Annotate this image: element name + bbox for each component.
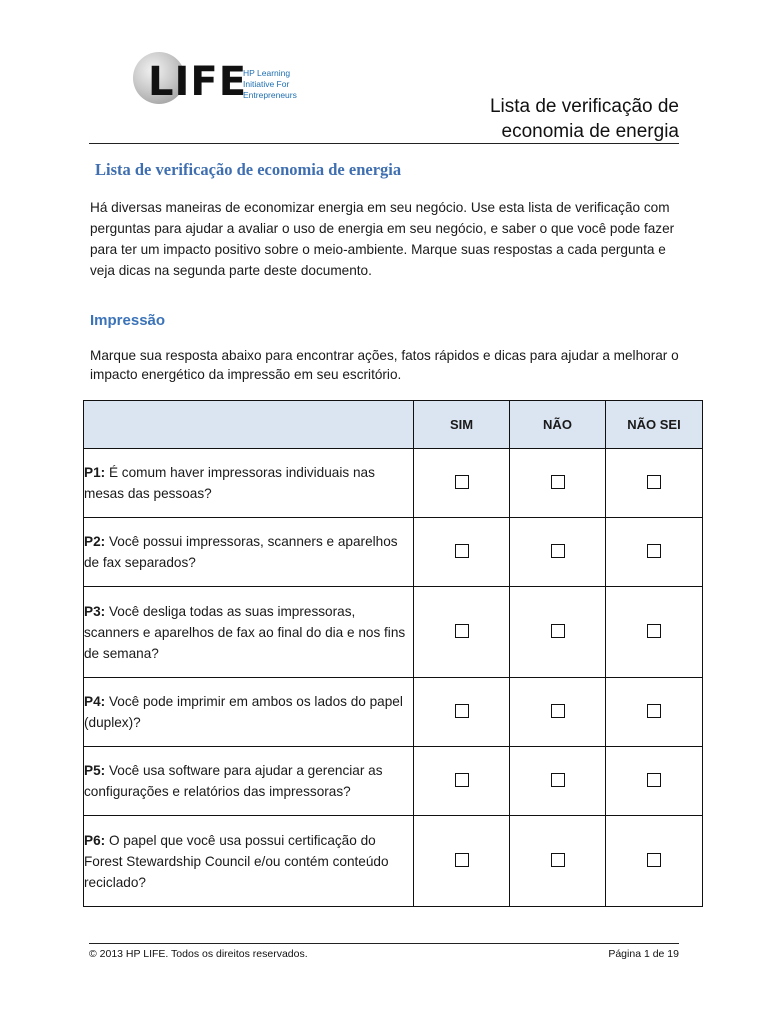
question-p3 xyxy=(84,587,414,678)
question-text: Você possui impressoras, scanners e aparelhos de fax separados? xyxy=(84,534,398,570)
table-row-p2 xyxy=(84,518,703,587)
section-title-impressao: Impressão xyxy=(90,312,166,329)
checklist-table xyxy=(83,400,703,907)
question-p4 xyxy=(84,678,414,747)
checkbox-p2-nao-sei[interactable] xyxy=(647,544,661,558)
question-p2 xyxy=(84,518,414,587)
question-text: Você pode imprimir em ambos os lados do papel (duplex)? xyxy=(84,694,403,730)
question-label: P6: xyxy=(84,832,106,848)
checkbox-p3-nao-sei[interactable] xyxy=(647,624,661,638)
checkbox-p1-nao[interactable] xyxy=(551,475,565,489)
intro-paragraph: Há diversas maneiras de economizar energia em seu negócio. Use esta lista de verificação com perguntas para ajudar a avaliar o uso de energia em seu negócio, e saber o que você pode fazer para ter um impacto positivo sobre o meio-ambiente. Marque suas respostas a cada pergunta e veja dicas na segunda parte deste documento. xyxy=(90,200,675,278)
column-header-nao: NÃO xyxy=(510,401,606,449)
header-divider xyxy=(89,143,679,144)
checkbox-p5-nao-sei[interactable] xyxy=(647,773,661,787)
section-description: Marque sua resposta abaixo para encontrar ações, fatos rápidos e dicas para ajudar a melhorar o impacto energético da impressão em seu escritório. xyxy=(90,348,679,382)
column-header-nao-sei: NÃO SEI xyxy=(606,401,703,449)
question-p5 xyxy=(84,747,414,816)
question-p6 xyxy=(84,816,414,907)
checkbox-p5-nao[interactable] xyxy=(551,773,565,787)
question-p1 xyxy=(84,449,414,518)
question-text: É comum haver impressoras individuais nas mesas das pessoas? xyxy=(84,465,375,501)
checkbox-p1-nao-sei[interactable] xyxy=(647,475,661,489)
checkbox-p4-nao[interactable] xyxy=(551,704,565,718)
logo-tagline xyxy=(243,68,333,101)
question-label: P1: xyxy=(84,465,106,480)
checkbox-p6-sim[interactable] xyxy=(455,853,469,867)
logo-tagline-line-2: Initiative For xyxy=(243,79,290,89)
checkbox-p2-sim[interactable] xyxy=(455,544,469,558)
checkbox-p6-nao-sei[interactable] xyxy=(647,853,661,867)
table-row-p1 xyxy=(84,449,703,518)
table-row-p3 xyxy=(84,587,703,678)
document-header-title xyxy=(379,94,679,144)
footer-copyright: © 2013 HP LIFE. Todos os direitos reservados. xyxy=(89,948,308,960)
header-title-line-2: economia de energia xyxy=(501,121,679,142)
table-row-p5 xyxy=(84,747,703,816)
checkbox-p4-nao-sei[interactable] xyxy=(647,704,661,718)
checkbox-p5-sim[interactable] xyxy=(455,773,469,787)
table-row-p4 xyxy=(84,678,703,747)
column-header-sim: SIM xyxy=(414,401,510,449)
question-text: Você desliga todas as suas impressoras, scanners e aparelhos de fax ao final do dia e nos fins de semana? xyxy=(84,603,406,661)
logo-tagline-line-1: HP Learning xyxy=(243,68,291,78)
question-label: P2: xyxy=(84,534,106,549)
table-header-row xyxy=(84,401,703,449)
hp-life-logo xyxy=(133,50,333,110)
question-label: P3: xyxy=(84,603,106,619)
column-header-question xyxy=(84,401,414,449)
footer-divider xyxy=(89,943,679,944)
checkbox-p4-sim[interactable] xyxy=(455,704,469,718)
checkbox-p2-nao[interactable] xyxy=(551,544,565,558)
question-text: Você usa software para ajudar a gerenciar as configurações e relatórios das impressoras? xyxy=(84,763,383,799)
question-text: O papel que você usa possui certificação do Forest Stewardship Council e/ou contém conteúdo reciclado? xyxy=(84,832,389,890)
document-title: Lista de verificação de economia de energia xyxy=(95,160,402,179)
checkbox-p3-nao[interactable] xyxy=(551,624,565,638)
header-title-line-1: Lista de verificação de xyxy=(489,96,679,117)
checkbox-p6-nao[interactable] xyxy=(551,853,565,867)
table-row-p6 xyxy=(84,816,703,907)
question-label: P4: xyxy=(84,694,106,709)
logo-tagline-line-3: Entrepreneurs xyxy=(243,90,297,100)
logo-wordmark: LIFE xyxy=(148,59,248,105)
question-label: P5: xyxy=(84,763,106,778)
checkbox-p1-sim[interactable] xyxy=(455,475,469,489)
footer-page-number: Página 1 de 19 xyxy=(608,948,679,960)
checkbox-p3-sim[interactable] xyxy=(455,624,469,638)
